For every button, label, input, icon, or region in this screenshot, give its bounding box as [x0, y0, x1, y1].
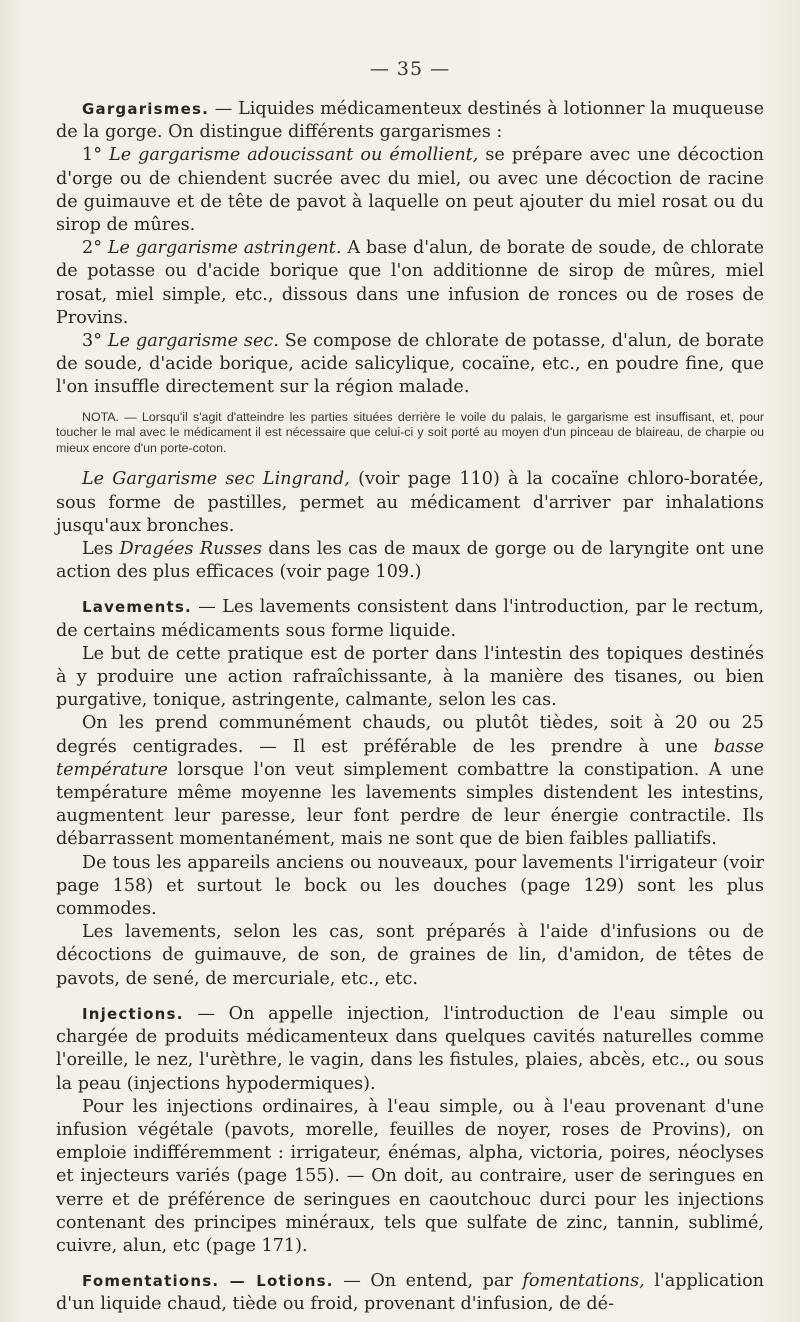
section-heading-fomentations: Fomentations. — Lotions. — [82, 1272, 334, 1291]
item-1-number: 1° — [82, 145, 110, 166]
lavements-p3-emphasis: basse température — [56, 736, 764, 780]
gargarismes-intro — [56, 98, 764, 144]
fomentations-p1-a: — On entend, par — [333, 1271, 523, 1292]
gargarismes-intro-text: — Liquides médicamenteux destinés à lotionner la muqueuse de la gorge. On distingue différents gargarismes : — [56, 99, 764, 143]
gargarisme-item-1 — [56, 144, 764, 237]
dragees-pre: Les — [82, 539, 120, 560]
item-1-title: Le gargarisme adoucissant ou émollient, — [109, 145, 479, 166]
lavements-p3-a: On les prend communément chauds, ou plutôt tièdes, soit à 20 ou 25 degrés centigrades. — Il est préférable de les prendre à une — [56, 713, 764, 757]
injections-p1-text: — On appelle injection, l'introduction de l'eau simple ou chargée de produits médicamenteux dans quelques cavités naturelles comme l'oreille, le nez, l'urèthre, le vagin, dans les fistules, plaies, abcès, etc., ou sous la peau (injections hypodermiques). — [56, 1003, 764, 1094]
section-heading-gargarismes: Gargarismes. — [82, 100, 209, 118]
item-3-text: Se compose de chlorate de potasse, d'alun, de borate de soude, d'acide borique, acide salicylique, cocaïne, etc., en poudre fine, que l'on insuffle directement sur la région malade. — [56, 331, 764, 398]
section-heading-injections: Injections. — [82, 1004, 184, 1023]
page-number: — 35 — — [369, 58, 451, 80]
fomentations-emphasis: fomentations, — [522, 1271, 645, 1292]
lavements-p1-text: — Les lavements consistent dans l'introduction, par le rectum, de certains médicaments sous forme liquide. — [56, 597, 764, 641]
dragees-title: Dragées Russes — [119, 539, 262, 560]
lavements-paragraph-2: Le but de cette pratique est de porter dans l'intestin des topiques destinés à y produire une action rafraîchissante, à la manière des tisanes, ou bien purgative, tonique, astringente, calmante, selon les cas. — [56, 643, 764, 711]
lavements-paragraph-1 — [56, 596, 764, 642]
lavements-paragraph-5: Les lavements, selon les cas, sont préparés à l'aide d'infusions ou de décoctions de guimauve, de son, de graines de lin, d'amidon, de têtes de pavots, de sené, de mercuriale, etc., etc. — [56, 922, 764, 989]
dragees-paragraph — [56, 538, 764, 584]
fomentations-p1-b: l'application d'un liquide chaud, tiède ou froid, provenant d'infusion, de dé- — [56, 1271, 764, 1315]
injections-paragraph-1 — [56, 1003, 764, 1096]
item-2-number: 2° — [82, 238, 108, 259]
lavements-paragraph-3 — [56, 712, 764, 851]
injections-paragraph-2: Pour les injections ordinaires, à l'eau simple, ou à l'eau provenant d'une infusion végétale (pavots, morelle, feuilles de noyer, roses de Provins), on emploie indifféremment : irrigateur, énémas, alpha, victoria, poires, néoclyses et injecteurs variés (page 155). — On doit, au contraire, user de seringues en verre et de préférence de seringues en caoutchouc durci pour les injections contenant des principes minéraux, tels que sulfate de zinc, tannin, sublimé, cuivre, alun, etc (page 171). — [56, 1096, 764, 1256]
lavements-p3-b: lorsque l'on veut simplement combattre la constipation. A une température même moyenne les lavements simples distendent les intestins, augmentent leur paresse, leur font perdre de leur énergie contractile. Ils débarrassent momentanément, mais ne sont que de bien faibles palliatifs. — [56, 759, 764, 850]
item-2-title: Le gargarisme astringent. — [107, 238, 342, 259]
fomentations-paragraph — [56, 1270, 764, 1316]
gargarisme-item-3 — [56, 330, 764, 400]
lingrand-paragraph — [56, 468, 764, 538]
dragees-text: dans les cas de maux de gorge ou de laryngite ont une action des plus efficaces (voir page 109.) — [56, 539, 764, 583]
lingrand-title: Le Gargarisme sec Lingrand, — [82, 469, 350, 490]
item-3-number: 3° — [82, 331, 108, 352]
item-1-text: se prépare avec une décoction d'orge ou de chiendent sucrée avec du miel, ou avec une décoction de racine de guimauve et de tête de pavot à laquelle on peut ajouter du miel rosat ou du sirop de mûres. — [56, 145, 764, 236]
lingrand-text: (voir page 110) à la cocaïne chloro-boratée, sous forme de pastilles, permet au médicament d'arriver par inhalations jusqu'aux bronches. — [56, 469, 764, 536]
nota-footnote: NOTA. — Lorsqu'il s'agit d'atteindre les parties situées derrière le voile du palais, le gargarisme est insuffisant, et, pour toucher le mal avec le médicament il est nécessaire que celui-ci y soit porté au moyen d'un pinceau de blaireau, de charpie ou mieux encore d'un porte-coton. — [56, 409, 764, 455]
lavements-paragraph-4: De tous les appareils anciens ou nouveaux, pour lavements l'irrigateur (voir page 158) et surtout le bock ou les douches (page 129) sont les plus commodes. — [56, 852, 764, 920]
item-3-title: Le gargarisme sec. — [107, 331, 279, 352]
section-heading-lavements: Lavements. — [82, 598, 192, 617]
gargarisme-item-2 — [56, 237, 764, 330]
item-2-text: A base d'alun, de borate de soude, de chlorate de potasse ou d'acide borique que l'on additionne de sirop de mûres, miel rosat, miel simple, etc., dissous dans une infusion de ronces ou de roses de Provins. — [56, 238, 764, 328]
